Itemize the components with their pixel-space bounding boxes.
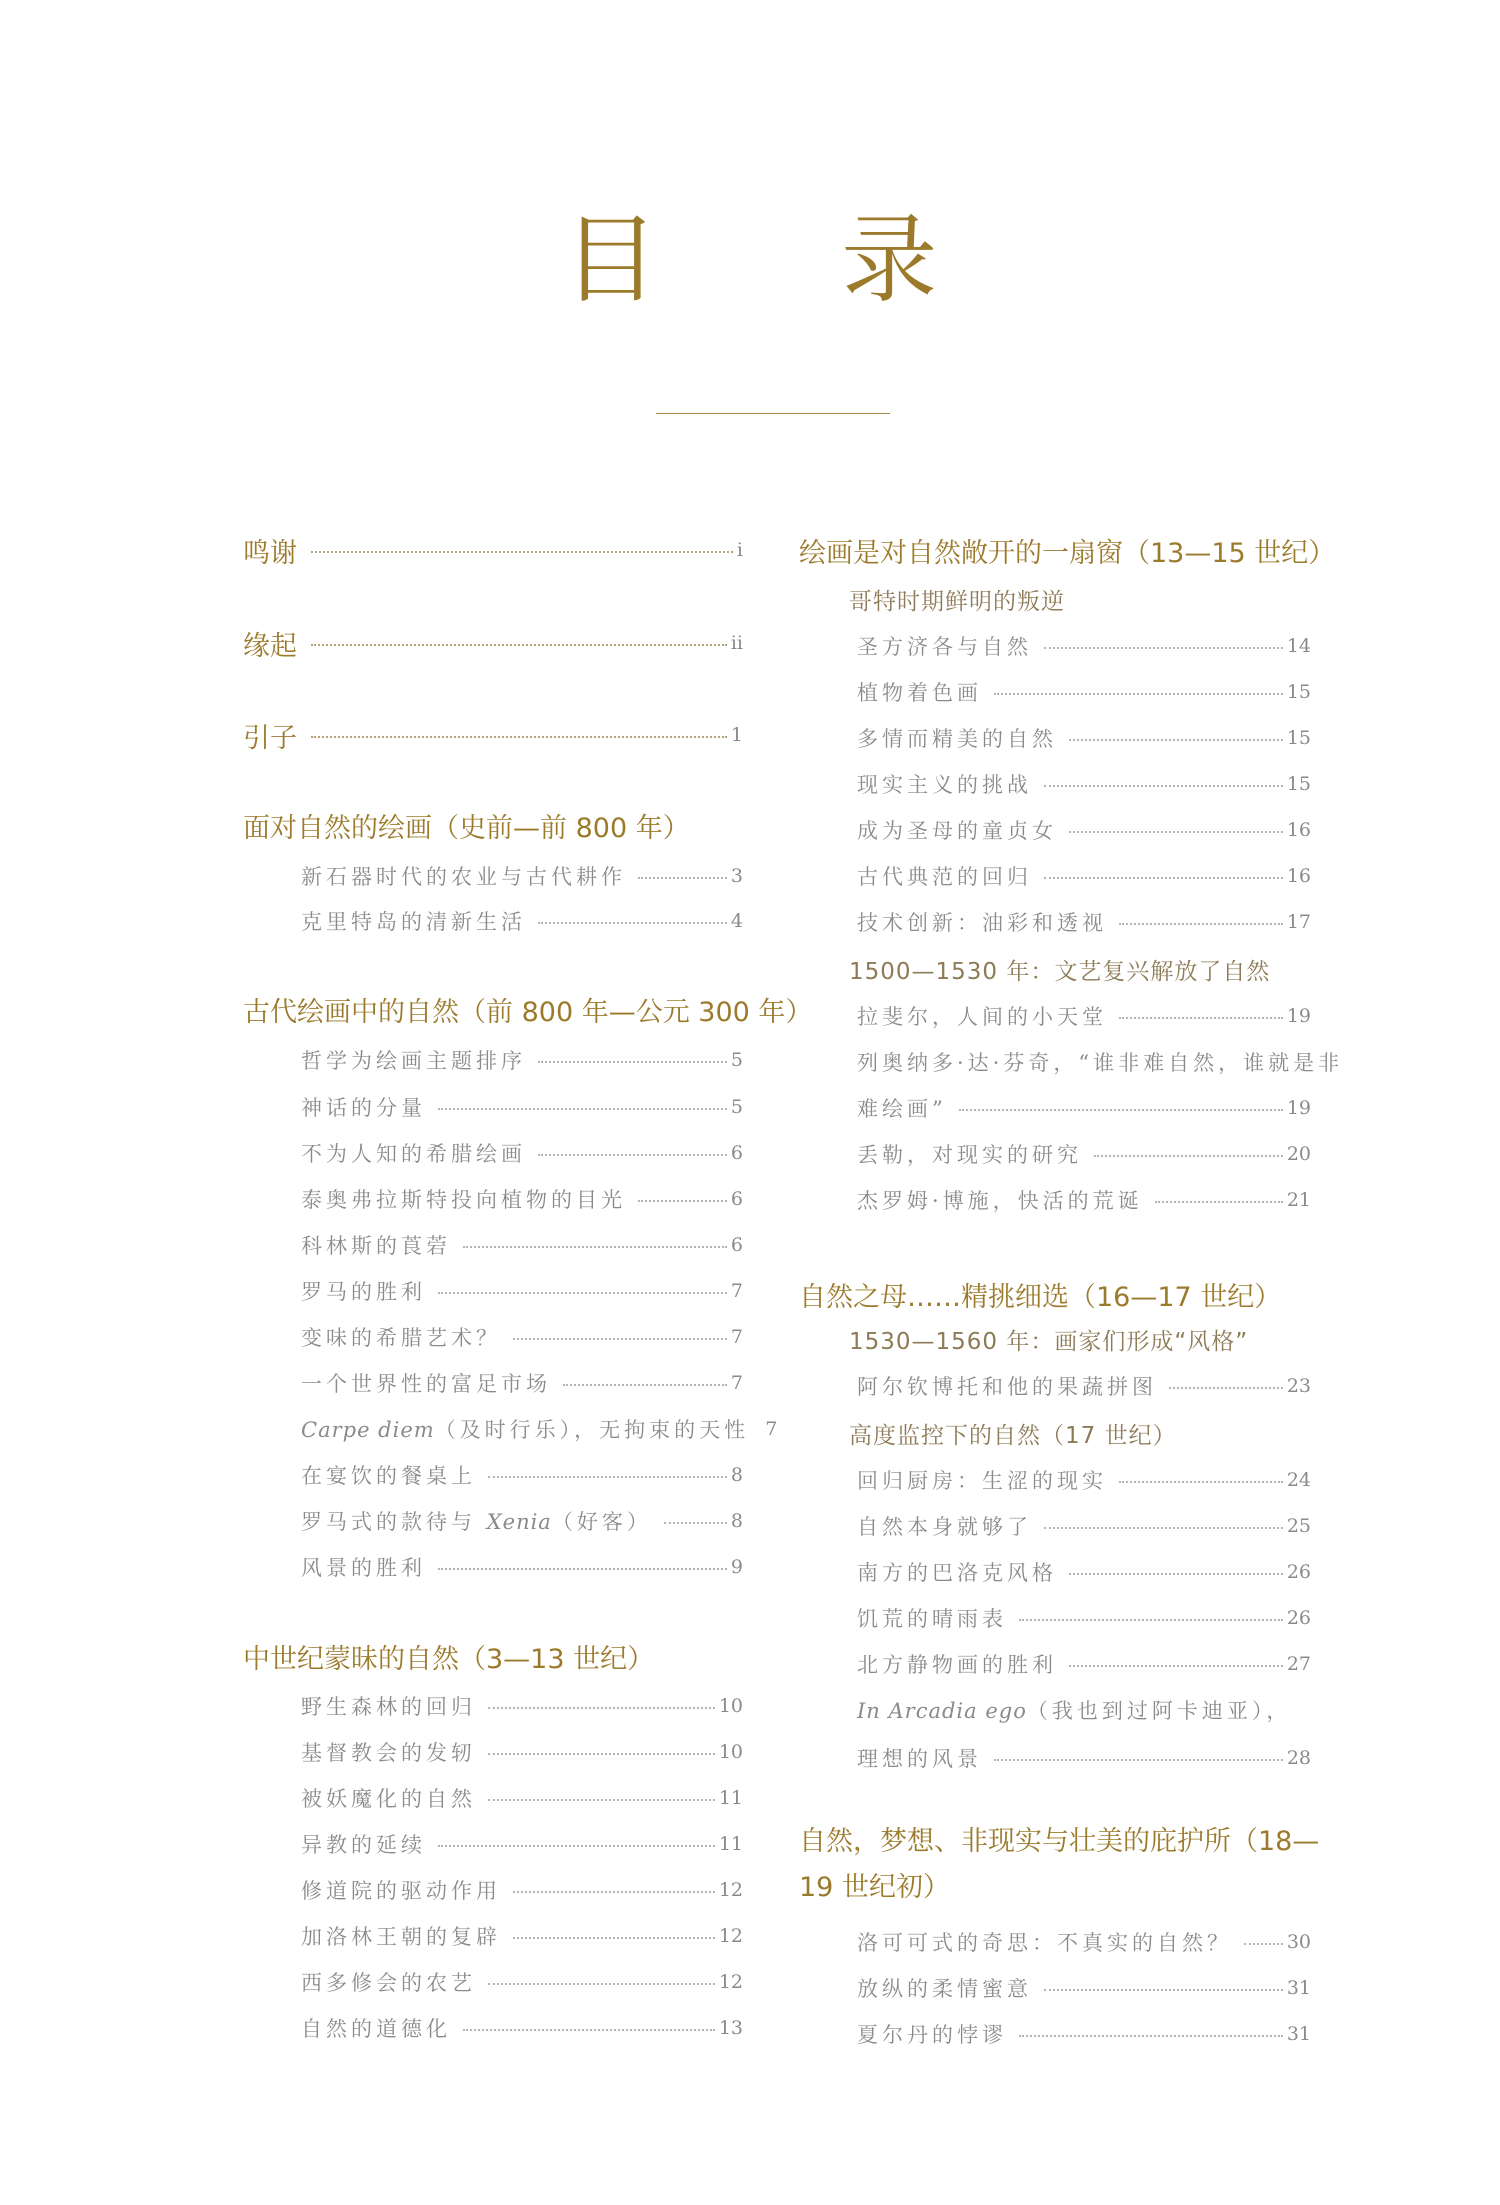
toc-entry-title — [857, 1093, 955, 1123]
toc-entry[interactable] — [857, 1510, 1311, 1542]
toc-entry-text: 列奥纳多·达·芬奇，“谁非难自然，谁就是非 — [857, 1051, 1344, 1075]
toc-entry[interactable] — [857, 1972, 1311, 2004]
dot-leader — [488, 1707, 715, 1709]
toc-entry[interactable] — [857, 1046, 1344, 1078]
toc-entry[interactable] — [301, 1183, 743, 1215]
toc-entry[interactable] — [857, 1138, 1311, 1170]
toc-entry-title — [857, 769, 1040, 799]
dot-leader — [311, 736, 727, 738]
page-number: 23 — [1286, 1375, 1311, 1397]
toc-entry-text: 植物着色画 — [857, 681, 982, 705]
toc-entry-text: 修道院的驱动作用 — [301, 1879, 501, 1903]
toc-entry[interactable] — [301, 1874, 743, 1906]
toc-entry-text: 在宴饮的餐桌上 — [301, 1464, 476, 1488]
toc-entry[interactable] — [857, 860, 1311, 892]
dot-leader — [513, 1891, 715, 1893]
toc-entry-title — [243, 1637, 664, 1676]
dot-leader — [513, 1338, 727, 1340]
toc-entry[interactable] — [857, 2018, 1311, 2050]
toc-entry[interactable] — [301, 860, 743, 892]
dot-leader — [488, 1753, 715, 1755]
toc-entry-title — [301, 1783, 484, 1813]
toc-entry-title — [243, 624, 307, 663]
toc-entry-text: 拉斐尔，人间的小天堂 — [857, 1005, 1107, 1029]
dot-leader — [994, 693, 1283, 695]
page-number: 19 — [1286, 1097, 1311, 1119]
toc-entry[interactable] — [301, 1966, 743, 1998]
dot-leader — [1019, 2035, 1283, 2037]
toc-entry[interactable] — [301, 1367, 743, 1399]
dot-leader — [664, 1522, 727, 1524]
toc-entry-title — [849, 583, 1065, 616]
page-number: 28 — [1286, 1747, 1311, 1769]
page-number: 8 — [730, 1510, 743, 1532]
dot-leader — [1119, 1017, 1283, 1019]
page-number: 30 — [1286, 1931, 1311, 1953]
dot-leader — [994, 1759, 1283, 1761]
page-number: 7 — [730, 1372, 743, 1394]
toc-entry-title — [857, 815, 1065, 845]
dot-leader — [1155, 1201, 1283, 1203]
toc-entry-text: 丢勒，对现实的研究 — [857, 1143, 1082, 1167]
dot-leader — [1044, 877, 1283, 879]
toc-entry[interactable] — [857, 1556, 1311, 1588]
toc-chapter-heading[interactable] — [243, 989, 813, 1029]
toc-entry[interactable] — [301, 1091, 743, 1123]
toc-entry-title — [857, 907, 1115, 937]
toc-entry-title — [301, 1276, 434, 1306]
page-number: 31 — [1286, 1977, 1311, 1999]
dot-leader — [1119, 923, 1283, 925]
toc-entry-text: 饥荒的晴雨表 — [857, 1607, 1007, 1631]
toc-entry-text: 引子 — [243, 722, 297, 754]
toc-entry-title — [301, 1414, 757, 1444]
toc-entry-text: 自然的道德化 — [301, 2017, 451, 2041]
toc-entry-title — [799, 1865, 960, 1904]
dot-leader — [488, 1983, 715, 1985]
toc-entry[interactable] — [301, 1137, 743, 1169]
toc-entry-text: 古代绘画中的自然（前 800 年—公元 300 年） — [243, 996, 813, 1028]
dot-leader — [638, 877, 727, 879]
toc-entry-title — [857, 1001, 1115, 1031]
toc-entry-text: 哥特时期鲜明的叛逆 — [849, 588, 1065, 615]
toc-entry-title — [857, 1695, 1299, 1725]
dot-leader — [538, 1154, 727, 1156]
page-number: 21 — [1286, 1189, 1311, 1211]
page-number: 7 — [730, 1326, 743, 1348]
toc-section-entry[interactable] — [243, 623, 743, 663]
page-number: 14 — [1286, 635, 1311, 657]
toc-entry-text: 技术创新：油彩和透视 — [857, 911, 1107, 935]
page-number: 11 — [718, 1787, 743, 1809]
toc-entry-title — [857, 631, 1040, 661]
toc-entry-text: 变味的希腊艺术？ — [301, 1326, 501, 1350]
toc-entry[interactable] — [857, 814, 1311, 846]
page-number: 26 — [1286, 1561, 1311, 1583]
toc-entry[interactable] — [857, 630, 1311, 662]
toc-entry-title — [857, 1743, 990, 1773]
toc-entry[interactable] — [857, 1648, 1311, 1680]
toc-entry[interactable] — [857, 1000, 1311, 1032]
toc-entry[interactable] — [857, 676, 1311, 708]
toc-entry-text: 异教的延续 — [301, 1833, 426, 1857]
toc-entry[interactable] — [301, 905, 743, 937]
toc-entry-title — [301, 1092, 434, 1122]
toc-subsection-heading[interactable] — [849, 1322, 1311, 1356]
toc-entry[interactable] — [857, 1602, 1311, 1634]
dot-leader — [438, 1108, 727, 1110]
page-number: 12 — [718, 1925, 743, 1947]
page-number: 12 — [718, 1971, 743, 1993]
toc-entry-title — [857, 723, 1065, 753]
toc-entry[interactable] — [301, 1413, 778, 1445]
toc-entry-title — [301, 1506, 660, 1536]
dot-leader — [1044, 785, 1283, 787]
page-number: 19 — [1286, 1005, 1311, 1027]
toc-entry-title — [301, 1460, 484, 1490]
page-number: 6 — [730, 1142, 743, 1164]
toc-entry-text: 北方静物画的胜利 — [857, 1653, 1057, 1677]
dot-leader — [1169, 1387, 1283, 1389]
page-number: 26 — [1286, 1607, 1311, 1629]
toc-entry-text: 绘画是对自然敞开的一扇窗（13—15 世纪） — [799, 537, 1336, 569]
toc-entry-text: 回归厨房：生涩的现实 — [857, 1469, 1107, 1493]
dot-leader — [1044, 1527, 1283, 1529]
toc-entry-text: （我也到过阿卡迪亚）， — [1026, 1699, 1292, 1723]
title-underline — [656, 413, 890, 414]
toc-entry-title — [857, 1465, 1115, 1495]
toc-entry-text: 不为人知的希腊绘画 — [301, 1142, 526, 1166]
toc-entry-text: 古代典范的回归 — [857, 865, 1032, 889]
toc-entry-text: 圣方济各与自然 — [857, 635, 1032, 659]
toc-entry-text: 夏尔丹的悖谬 — [857, 2023, 1007, 2047]
toc-entry-text: 面对自然的绘画（史前—前 800 年） — [243, 812, 690, 844]
page-number: 5 — [730, 1096, 743, 1118]
toc-subsection-heading[interactable] — [849, 582, 1311, 616]
toc-entry[interactable] — [857, 722, 1311, 754]
toc-entry-title — [301, 1230, 459, 1260]
toc-entry-text: 鸣谢 — [243, 537, 297, 569]
toc-entry[interactable] — [301, 1229, 743, 1261]
dot-leader — [488, 1476, 727, 1478]
page-number: 10 — [718, 1695, 743, 1717]
toc-entry-title — [857, 677, 990, 707]
dot-leader — [311, 644, 727, 646]
toc-entry-title — [799, 531, 1345, 570]
page-number: ii — [730, 632, 743, 654]
toc-entry-title — [301, 1967, 484, 1997]
toc-entry-text: （及时行乐），无拘束的天性 — [434, 1418, 750, 1442]
toc-entry-text: 罗马的胜利 — [301, 1280, 426, 1304]
dot-leader — [538, 922, 727, 924]
dot-leader — [311, 551, 733, 553]
dot-leader — [1094, 1155, 1283, 1157]
page-title: 目 录 — [562, 204, 1014, 316]
toc-entry-title-prefix: 罗马式的款待与 — [301, 1510, 487, 1534]
toc-entry-title — [857, 1557, 1065, 1587]
toc-entry-text: 被妖魔化的自然 — [301, 1787, 476, 1811]
toc-entry-text: 理想的风景 — [857, 1747, 982, 1771]
toc-entry-title — [799, 1275, 1291, 1314]
toc-entry-title — [857, 1371, 1165, 1401]
toc-entry-title — [857, 1185, 1151, 1215]
dot-leader — [1044, 647, 1283, 649]
toc-entry-text: 哲学为绘画主题排序 — [301, 1049, 526, 1073]
toc-section-entry[interactable] — [243, 530, 743, 570]
toc-entry-title — [857, 1139, 1090, 1169]
toc-entry-text: 自然本身就够了 — [857, 1515, 1032, 1539]
page-number: 31 — [1286, 2023, 1311, 2045]
page-number: 6 — [730, 1234, 743, 1256]
toc-subsection-heading[interactable] — [849, 1416, 1311, 1450]
page-number: 20 — [1286, 1143, 1311, 1165]
toc-entry-text: 杰罗姆·博施，快活的荒诞 — [857, 1189, 1143, 1213]
toc-entry-title — [301, 2013, 459, 2043]
dot-leader — [1244, 1943, 1283, 1945]
toc-entry-text: 成为圣母的童贞女 — [857, 819, 1057, 843]
dot-leader — [1044, 1989, 1283, 1991]
toc-entry-title — [301, 1875, 509, 1905]
page-number: 16 — [1286, 819, 1311, 841]
toc-entry[interactable] — [301, 1828, 743, 1860]
page-number: 5 — [730, 1049, 743, 1071]
page-number: 15 — [1286, 727, 1311, 749]
dot-leader — [513, 1937, 715, 1939]
toc-entry-text: 南方的巴洛克风格 — [857, 1561, 1057, 1585]
toc-entry-title — [857, 2019, 1015, 2049]
toc-entry[interactable] — [301, 1782, 743, 1814]
toc-entry-title — [301, 1138, 534, 1168]
page-number: i — [736, 539, 743, 561]
dot-leader — [463, 1246, 727, 1248]
toc-entry-text: 高度监控下的自然（17 世纪） — [849, 1422, 1177, 1449]
toc-entry-text: 风景的胜利 — [301, 1556, 426, 1580]
toc-entry[interactable] — [857, 1694, 1311, 1726]
page-number: 1 — [730, 724, 743, 746]
toc-entry[interactable] — [857, 1092, 1311, 1124]
toc-entry[interactable] — [301, 1505, 743, 1537]
toc-chapter-heading[interactable] — [243, 805, 743, 845]
dot-leader — [959, 1109, 1283, 1111]
toc-entry-title — [243, 716, 307, 755]
toc-entry-text: 中世纪蒙昧的自然（3—13 世纪） — [243, 1643, 655, 1675]
toc-entry-title — [799, 1819, 1329, 1858]
page-number: 9 — [730, 1556, 743, 1578]
toc-entry-text: 阿尔钦博托和他的果蔬拼图 — [857, 1375, 1157, 1399]
toc-entry-title — [243, 531, 307, 570]
toc-entry-text: 神话的分量 — [301, 1096, 426, 1120]
dot-leader — [1069, 739, 1283, 741]
toc-entry-title — [857, 1973, 1040, 2003]
page-number: 7 — [765, 1418, 778, 1440]
page-number: 16 — [1286, 865, 1311, 887]
toc-entry-text: 西多修会的农艺 — [301, 1971, 476, 1995]
toc-entry-text: 一个世界性的富足市场 — [301, 1372, 551, 1396]
toc-entry[interactable] — [857, 768, 1311, 800]
toc-entry-italic-term: Carpe diem — [301, 1418, 435, 1442]
page-number: 7 — [730, 1280, 743, 1302]
toc-chapter-heading[interactable] — [799, 1818, 1320, 1858]
toc-entry-title — [301, 1322, 509, 1352]
dot-leader — [563, 1384, 727, 1386]
toc-entry-text: 加洛林王朝的复辟 — [301, 1925, 501, 1949]
toc-entry-title — [301, 1829, 434, 1859]
toc-entry-title — [857, 1047, 1351, 1077]
toc-entry-text: 克里特岛的清新生活 — [301, 910, 526, 934]
page-number: 10 — [718, 1741, 743, 1763]
page-number: 8 — [730, 1464, 743, 1486]
toc-entry-title — [301, 1368, 559, 1398]
toc-entry[interactable] — [301, 1690, 743, 1722]
page-number: 15 — [1286, 681, 1311, 703]
toc-entry-title — [857, 861, 1040, 891]
toc-entry[interactable] — [857, 1742, 1311, 1774]
toc-entry-title — [243, 806, 700, 845]
toc-chapter-heading[interactable] — [243, 1636, 743, 1676]
dot-leader — [1069, 1573, 1283, 1575]
toc-entry-text: 自然，梦想、非现实与壮美的庇护所（18— — [799, 1825, 1320, 1857]
toc-entry[interactable] — [301, 2012, 743, 2044]
page-number: 24 — [1286, 1469, 1311, 1491]
toc-entry-italic-term: In Arcadia ego — [857, 1699, 1027, 1723]
toc-entry-title — [849, 1323, 1248, 1356]
toc-entry-title — [301, 1691, 484, 1721]
toc-entry[interactable] — [301, 1920, 743, 1952]
toc-entry-text: 基督教会的发轫 — [301, 1741, 476, 1765]
toc-entry[interactable] — [857, 1464, 1311, 1496]
page-number: 27 — [1286, 1653, 1311, 1675]
page-number: 3 — [730, 865, 743, 887]
toc-entry-title — [301, 861, 634, 891]
toc-entry[interactable] — [857, 1926, 1311, 1958]
page-number: 11 — [718, 1833, 743, 1855]
toc-section-entry[interactable] — [243, 715, 743, 755]
page-number: 17 — [1286, 911, 1311, 933]
toc-entry-title — [243, 990, 822, 1029]
page-number: 13 — [718, 2017, 743, 2039]
toc-entry-text: 19 世纪初） — [799, 1871, 950, 1903]
page-number: 12 — [718, 1879, 743, 1901]
toc-entry[interactable] — [857, 906, 1311, 938]
toc-entry-text: 1530—1560 年：画家们形成“风格” — [849, 1328, 1249, 1355]
toc-entry[interactable] — [301, 1736, 743, 1768]
dot-leader — [1069, 831, 1283, 833]
toc-entry-text: 科林斯的莨菪 — [301, 1234, 451, 1258]
toc-entry-title — [301, 906, 534, 936]
toc-subsection-heading[interactable] — [849, 952, 1311, 986]
page-number: 25 — [1286, 1515, 1311, 1537]
dot-leader — [438, 1845, 715, 1847]
page-number: 4 — [730, 910, 743, 932]
dot-leader — [438, 1292, 727, 1294]
page-number: 15 — [1286, 773, 1311, 795]
toc-entry-text: 1500—1530 年：文艺复兴解放了自然 — [849, 958, 1271, 985]
toc-entry-title — [301, 1921, 509, 1951]
toc-entry[interactable] — [857, 1184, 1311, 1216]
toc-entry[interactable] — [301, 1044, 743, 1076]
toc-entry-text: （好客） — [551, 1510, 652, 1534]
dot-leader — [1119, 1481, 1283, 1483]
dot-leader — [438, 1568, 727, 1570]
toc-entry-title — [301, 1552, 434, 1582]
toc-entry-title — [857, 1511, 1040, 1541]
toc-entry[interactable] — [301, 1275, 743, 1307]
toc-entry-title — [857, 1603, 1015, 1633]
dot-leader — [538, 1061, 727, 1063]
toc-entry-text: 缘起 — [243, 630, 297, 662]
toc-entry-text: 新石器时代的农业与古代耕作 — [301, 865, 626, 889]
toc-chapter-heading[interactable] — [799, 1864, 1311, 1904]
toc-entry[interactable] — [301, 1459, 743, 1491]
toc-entry[interactable] — [857, 1370, 1311, 1402]
toc-entry-text: 难绘画” — [857, 1097, 947, 1121]
toc-chapter-heading[interactable] — [799, 530, 1336, 570]
toc-entry-title — [857, 1927, 1240, 1957]
toc-entry-title — [301, 1184, 634, 1214]
dot-leader — [488, 1799, 715, 1801]
dot-leader — [638, 1200, 727, 1202]
toc-entry-title — [849, 953, 1270, 986]
toc-entry-text: 放纵的柔情蜜意 — [857, 1977, 1032, 2001]
toc-entry-text: 洛可可式的奇思：不真实的自然？ — [857, 1931, 1232, 1955]
dot-leader — [1019, 1619, 1283, 1621]
toc-entry-italic-term: Xenia — [486, 1510, 552, 1534]
page-number: 6 — [730, 1188, 743, 1210]
toc-entry-text: 现实主义的挑战 — [857, 773, 1032, 797]
toc-entry-text: 野生森林的回归 — [301, 1695, 476, 1719]
toc-entry-title — [301, 1045, 534, 1075]
dot-leader — [1069, 1665, 1283, 1667]
toc-entry[interactable] — [301, 1321, 743, 1353]
toc-entry-title — [857, 1649, 1065, 1679]
toc-chapter-heading[interactable] — [799, 1274, 1311, 1314]
toc-entry-text: 自然之母……精挑细选（16—17 世纪） — [799, 1281, 1282, 1313]
toc-entry-text: 多情而精美的自然 — [857, 727, 1057, 751]
toc-entry[interactable] — [301, 1551, 743, 1583]
toc-entry-title — [301, 1737, 484, 1767]
dot-leader — [463, 2029, 715, 2031]
toc-entry-title — [849, 1417, 1177, 1450]
toc-entry-text: 泰奥弗拉斯特投向植物的目光 — [301, 1188, 626, 1212]
